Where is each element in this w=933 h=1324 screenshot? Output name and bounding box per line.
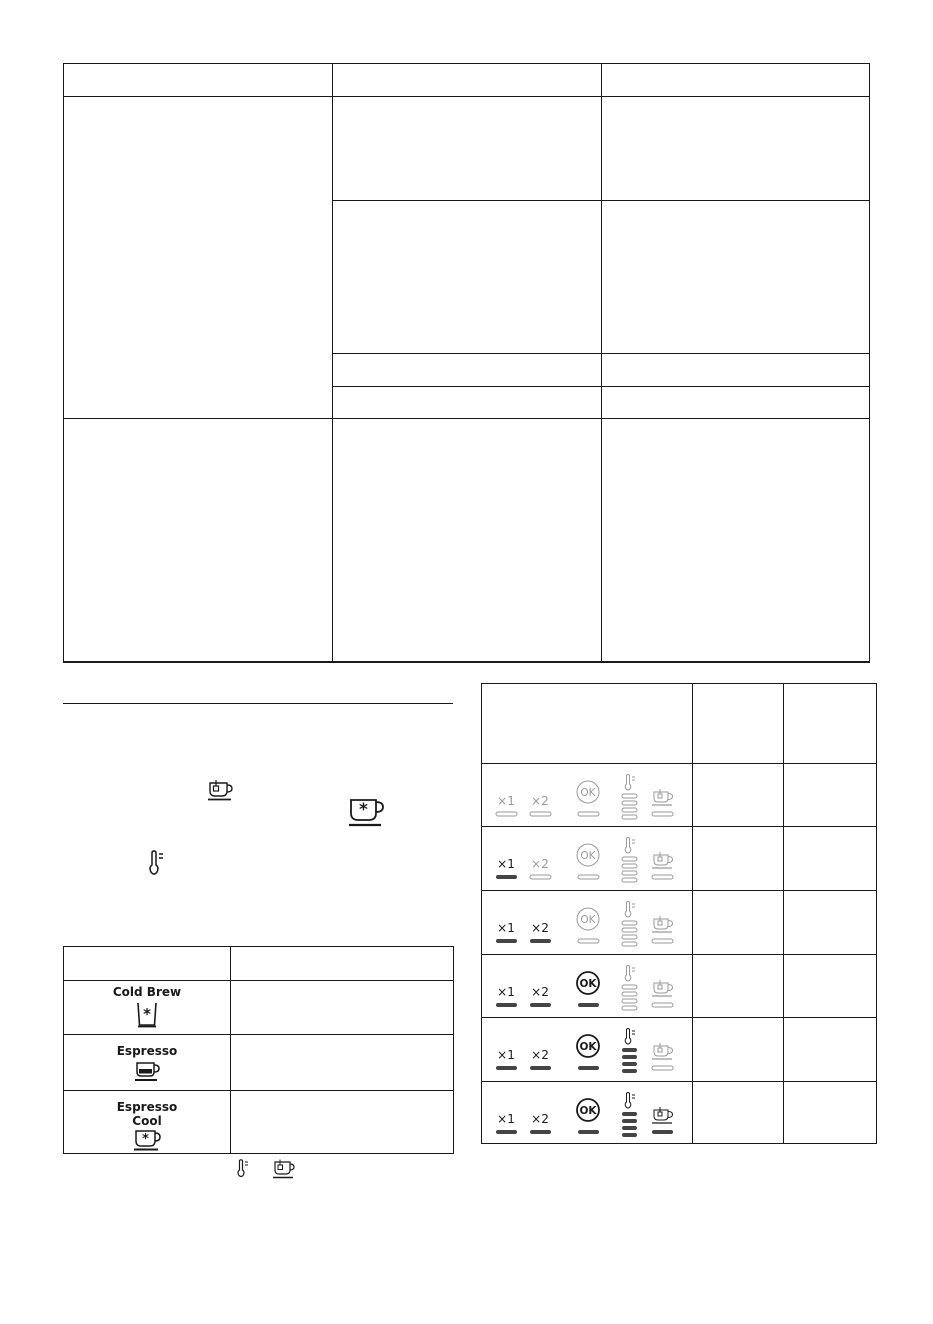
drinks-table-row-divider [63,1034,453,1035]
drink-label-espresso-cool: Espresso Cool [116,1100,178,1128]
top-table-col-divider [332,63,333,662]
x1-indicator-bar [496,1130,517,1134]
temperature-level-bar [622,1069,637,1073]
top-table-border-bottom [63,661,870,663]
svg-text:OK: OK [580,787,596,799]
tea-indicator-bar [652,812,673,816]
temperature-level-bar [622,1006,637,1010]
svg-text:OK: OK [580,850,596,862]
thermometer-icon [625,1029,635,1045]
x2-indicator-bar [530,1003,551,1007]
temperature-level-bar [622,992,637,996]
tea-indicator-bar [652,1130,673,1134]
ok-indicator-bar [578,1003,599,1007]
temperature-level-bar [622,1055,637,1059]
tea-indicator-bar [652,1003,673,1007]
tea-cup-icon [652,1043,673,1059]
tea-cup-icon [652,916,673,932]
temperature-level-bar [622,857,637,861]
drinks-table-border-bottom [63,1153,453,1154]
x1-indicator-label: ×1 [497,1048,515,1062]
drinks-table-col-divider [230,946,231,1154]
thermometer-icon [625,966,635,982]
x2-indicator-bar [530,939,551,943]
indicator-panel [482,955,692,1017]
temperature-level-bar [622,1126,637,1130]
ok-indicator-bar [578,939,599,943]
x1-indicator-bar [496,812,517,816]
tea-cup-icon [652,980,673,996]
tea-cup-icon [272,1159,298,1179]
x1-indicator-label: ×1 [497,1112,515,1126]
temperature-level-bar [622,815,637,819]
x1-indicator-label: ×1 [497,985,515,999]
svg-text:OK: OK [579,1105,597,1117]
tea-cup-icon [652,1107,673,1123]
x1-indicator-bar [496,875,517,879]
ok-indicator-bar [578,812,599,816]
ok-button-icon [577,972,599,994]
ok-button-icon [577,781,599,803]
drinks-table-header-divider [63,980,453,981]
temperature-level-bar [622,1133,637,1137]
x2-indicator-label: ×2 [531,921,549,935]
x1-indicator-bar [496,1066,517,1070]
indicator-table-border-right [876,683,877,1144]
x2-indicator-label: ×2 [531,985,549,999]
thermometer-icon [625,838,635,854]
ok-indicator-bar [578,1130,599,1134]
x1-indicator-label: ×1 [497,921,515,935]
drinks-table-row-divider [63,1090,453,1091]
temperature-level-bar [622,999,637,1003]
svg-text:*: * [142,1132,149,1147]
thermometer-icon [625,775,635,791]
x2-indicator-label: ×2 [531,857,549,871]
top-table-row-divider [63,418,870,419]
top-table-border-top [63,63,870,64]
x2-indicator-bar [530,1066,551,1070]
x1-indicator-bar [496,1003,517,1007]
svg-text:OK: OK [579,978,597,990]
tea-indicator-bar [652,939,673,943]
x2-indicator-label: ×2 [531,1112,549,1126]
ok-button-icon [577,844,599,866]
x2-indicator-bar [530,875,551,879]
tea-indicator-bar [652,875,673,879]
temperature-level-bar [622,871,637,875]
thermometer-icon [148,850,168,876]
temperature-level-bar [622,1112,637,1116]
drink-label-cold-brew: Cold Brew [112,985,182,999]
thermometer-icon [236,1159,252,1179]
temperature-level-bar [622,801,637,805]
indicator-table-col-divider [783,683,784,1144]
temperature-level-bar [622,935,637,939]
ok-button-icon [577,908,599,930]
indicator-panel [482,891,692,953]
indicator-panel [482,764,692,826]
drinks-table-border-top [63,946,453,947]
top-table-header-divider [63,96,870,97]
top-table-border-left [63,63,64,662]
tea-cup-icon [652,789,673,805]
x2-indicator-bar [530,1130,551,1134]
temperature-level-bar [622,928,637,932]
svg-text:*: * [143,1005,151,1023]
temperature-level-bar [622,878,637,882]
x2-indicator-label: ×2 [531,1048,549,1062]
temperature-level-bar [622,1048,637,1052]
x1-indicator-label: ×1 [497,857,515,871]
temperature-level-bar [622,808,637,812]
tea-cup-icon [207,779,235,801]
indicator-table-col-divider [692,683,693,1144]
tea-cup-icon [652,852,673,868]
temperature-level-bar [622,794,637,798]
thermometer-icon [625,902,635,918]
top-table-col-divider [601,63,602,662]
x1-indicator-bar [496,939,517,943]
indicator-table-border-top [481,683,877,684]
espresso-cool-cup-icon [133,1129,165,1151]
drinks-table-border-right [453,946,454,1154]
svg-text:*: * [359,800,368,820]
svg-text:OK: OK [579,1041,597,1053]
svg-text:OK: OK [580,914,596,926]
cold-cup-icon [348,797,388,827]
temperature-level-bar [622,1119,637,1123]
indicator-panel [482,1082,692,1144]
drink-label-espresso: Espresso [116,1044,178,1058]
temperature-level-bar [622,864,637,868]
thermometer-icon [625,1093,635,1109]
tea-indicator-bar [652,1066,673,1070]
top-table-border-right [869,63,870,662]
temperature-level-bar [622,985,637,989]
x2-indicator-bar [530,812,551,816]
indicator-panel [482,1018,692,1080]
espresso-cup-icon [134,1060,164,1082]
cold-brew-icon [136,1001,158,1029]
ok-indicator-bar [578,1066,599,1070]
ok-button-icon [577,1035,599,1057]
ok-indicator-bar [578,875,599,879]
section-divider [63,703,453,704]
temperature-level-bar [622,942,637,946]
x1-indicator-label: ×1 [497,794,515,808]
ok-button-icon [577,1099,599,1121]
temperature-level-bar [622,1062,637,1066]
x2-indicator-label: ×2 [531,794,549,808]
temperature-level-bar [622,921,637,925]
indicator-panel [482,827,692,889]
